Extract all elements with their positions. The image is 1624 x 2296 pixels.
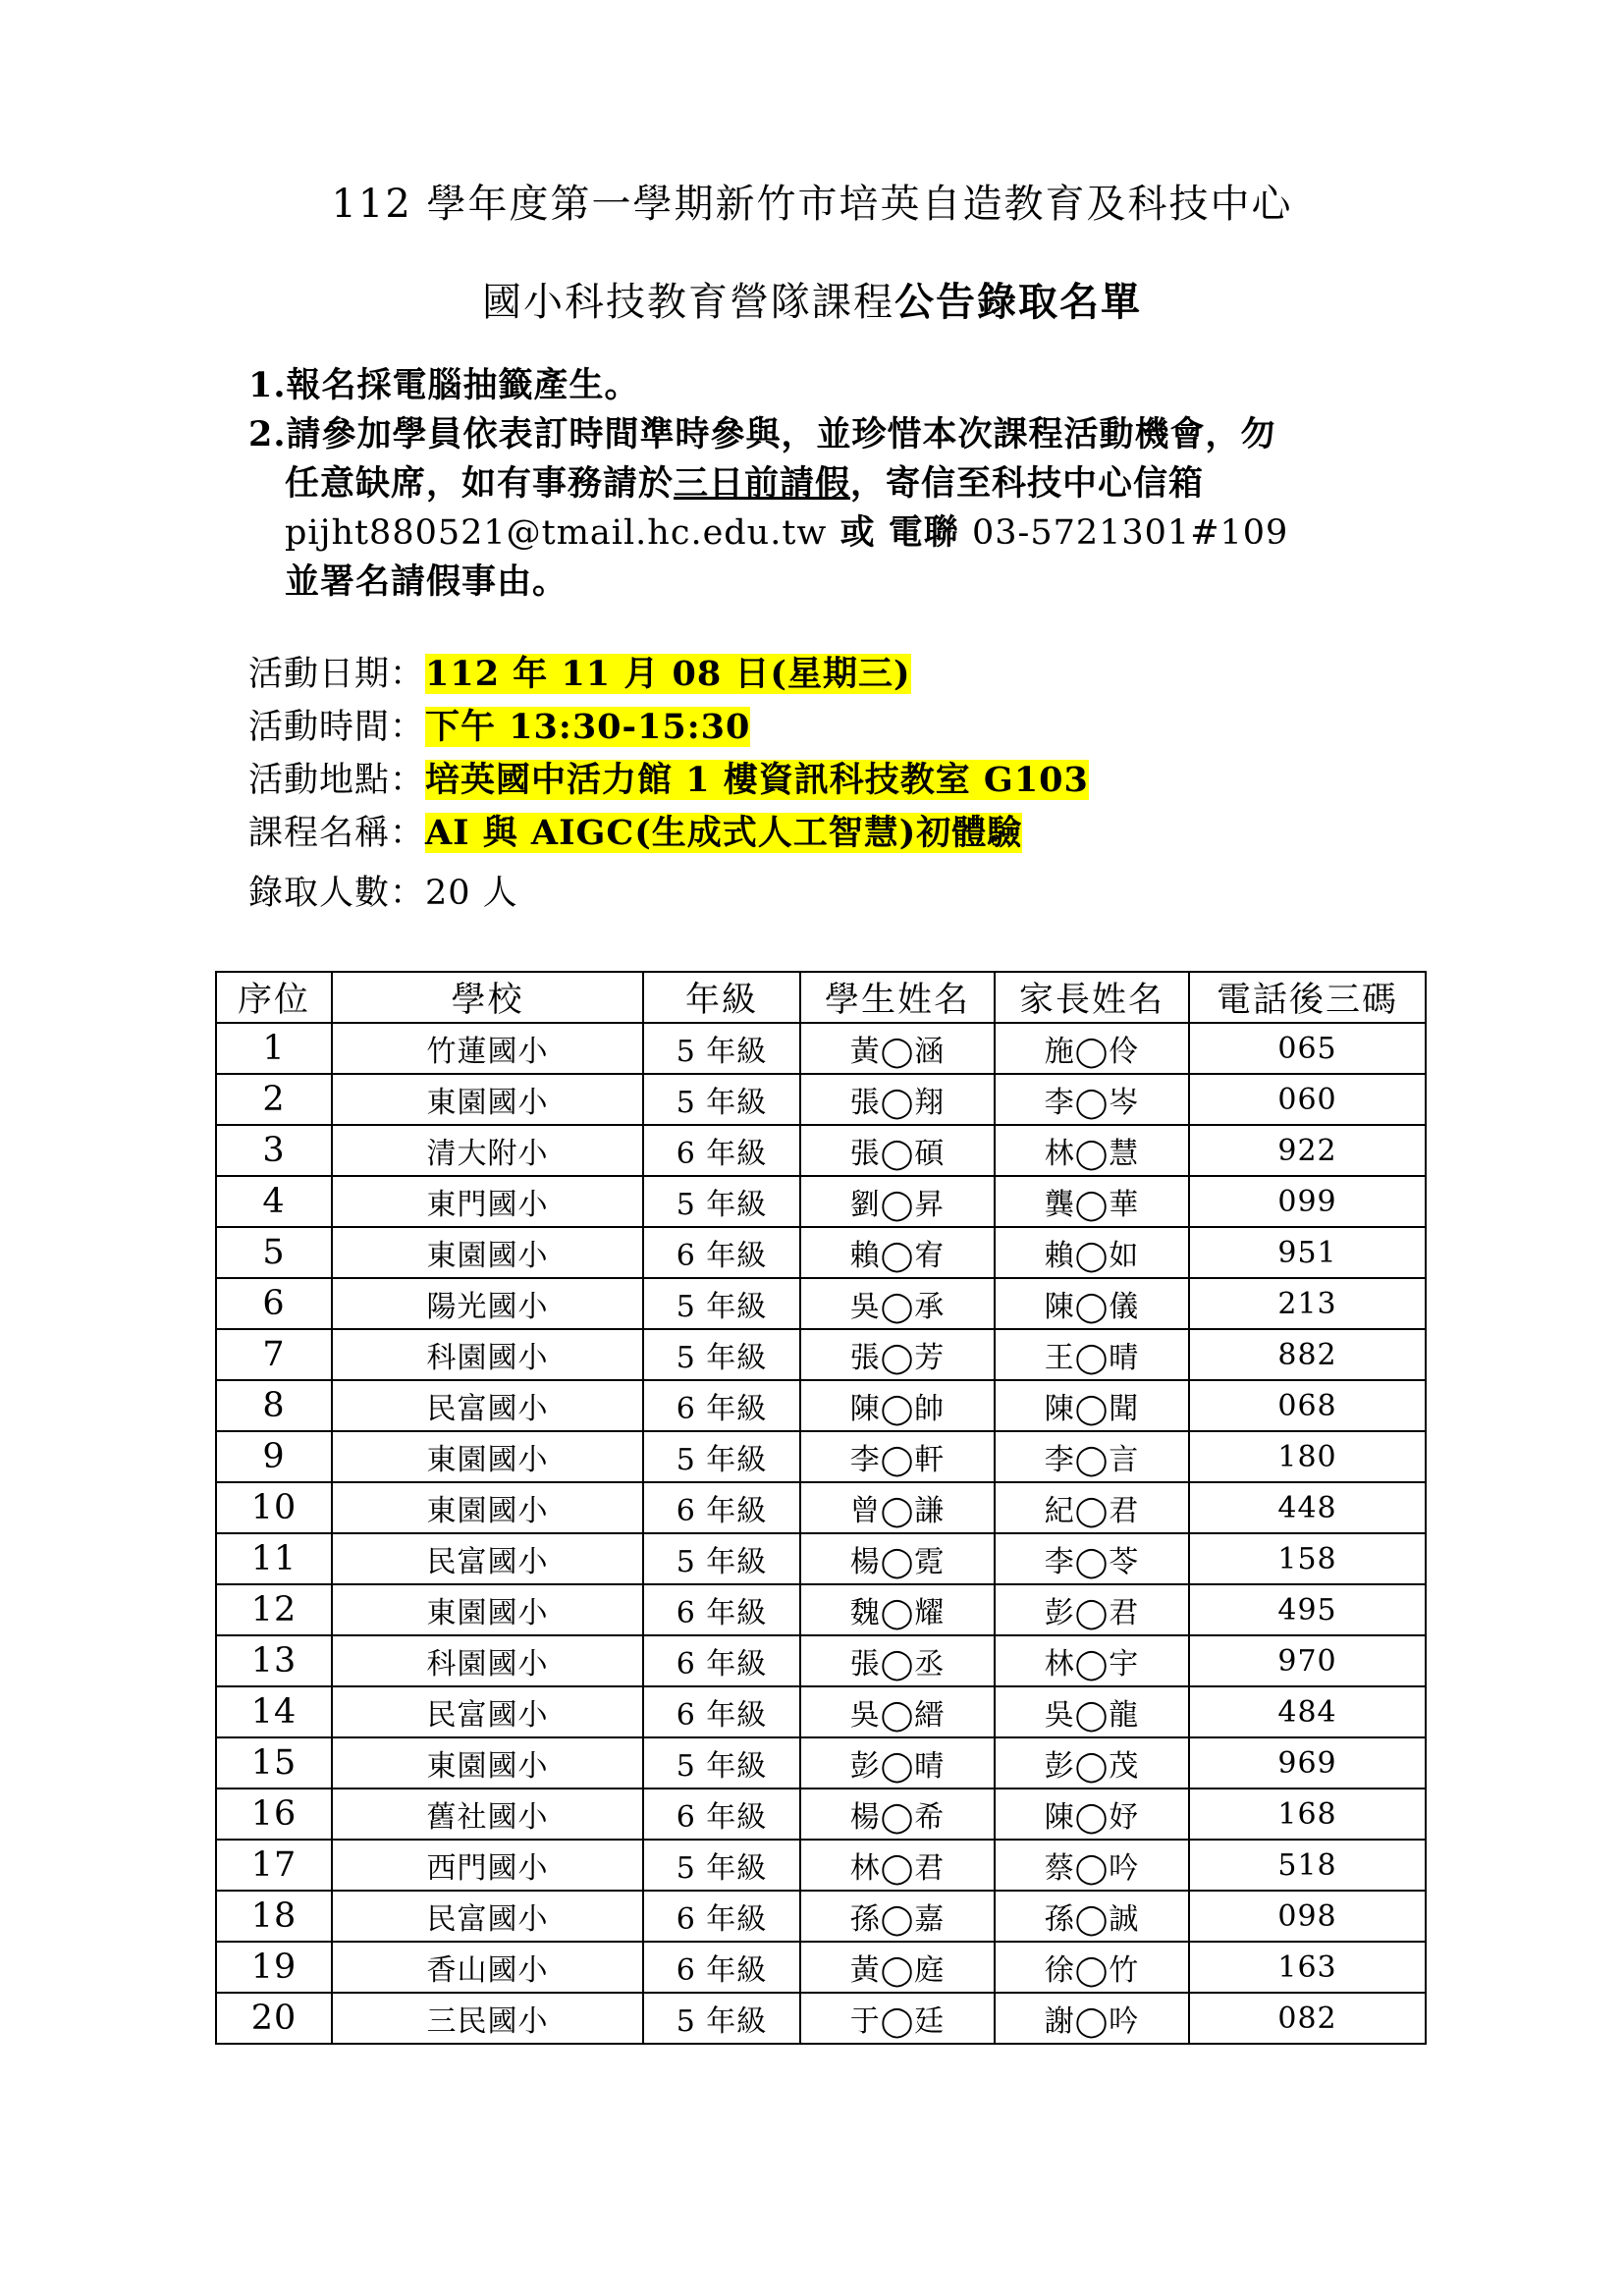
cell-school: 科園國小 [332, 1635, 643, 1686]
table-row [216, 1278, 1426, 1329]
cell-grade: 5 年級 [643, 1993, 800, 2044]
activity-date-value: 112 年 11 月 08 日(星期三) [425, 654, 911, 694]
cell-rank: 3 [216, 1125, 332, 1176]
cell-parent-name: 徐◯竹 [995, 1942, 1189, 1993]
cell-student-name: 曾◯謙 [800, 1482, 995, 1533]
cell-school: 清大附小 [332, 1125, 643, 1176]
cell-student-name: 彭◯晴 [800, 1737, 995, 1789]
table-row [216, 1023, 1426, 1074]
cell-parent-name: 吳◯龍 [995, 1686, 1189, 1737]
cell-rank: 15 [216, 1737, 332, 1789]
course-name-value: AI 與 AIGC(生成式人工智慧)初體驗 [425, 813, 1023, 853]
table-header-row [216, 972, 1426, 1023]
cell-school: 東園國小 [332, 1584, 643, 1635]
cell-school: 三民國小 [332, 1993, 643, 2044]
table-row [216, 1380, 1426, 1431]
cell-student-name: 陳◯帥 [800, 1380, 995, 1431]
cell-parent-name: 施◯伶 [995, 1023, 1189, 1074]
cell-parent-name: 孫◯誠 [995, 1891, 1189, 1942]
cell-rank: 8 [216, 1380, 332, 1431]
table-body [216, 1023, 1426, 2044]
notice-item-1: 1.報名採電腦抽籤產生。 [248, 365, 640, 405]
cell-rank: 18 [216, 1891, 332, 1942]
cell-grade: 5 年級 [643, 1176, 800, 1227]
cell-rank: 13 [216, 1635, 332, 1686]
cell-grade: 6 年級 [643, 1125, 800, 1176]
cell-grade: 6 年級 [643, 1635, 800, 1686]
admission-quota: 錄取人數：20 人 [248, 874, 518, 913]
cell-parent-name: 陳◯儀 [995, 1278, 1189, 1329]
cell-parent-name: 陳◯妤 [995, 1789, 1189, 1840]
cell-student-name: 劉◯昇 [800, 1176, 995, 1227]
cell-parent-name: 謝◯吟 [995, 1993, 1189, 2044]
table-row [216, 1482, 1426, 1533]
table-row [216, 1176, 1426, 1227]
cell-parent-name: 蔡◯吟 [995, 1840, 1189, 1891]
cell-student-name: 李◯軒 [800, 1431, 995, 1482]
contact-email: pijht880521@tmail.hc.edu.tw [285, 513, 828, 553]
cell-student-name: 林◯君 [800, 1840, 995, 1891]
cell-parent-name: 紀◯君 [995, 1482, 1189, 1533]
table-row [216, 1329, 1426, 1380]
cell-grade: 6 年級 [643, 1584, 800, 1635]
cell-student-name: 張◯碩 [800, 1125, 995, 1176]
header-school: 學校 [332, 972, 643, 1023]
cell-parent-name: 彭◯茂 [995, 1737, 1189, 1789]
subtitle-normal-part: 國小科技教育營隊課程 [482, 280, 894, 325]
cell-phone-last3: 922 [1189, 1125, 1426, 1176]
cell-school: 東門國小 [332, 1176, 643, 1227]
document-title: 112 學年度第一學期新竹市培英自造教育及科技中心 [331, 182, 1293, 227]
cell-rank: 2 [216, 1074, 332, 1125]
cell-grade: 6 年級 [643, 1942, 800, 1993]
notice-deadline-underlined: 三日前請假 [674, 463, 851, 504]
table-row [216, 1227, 1426, 1278]
cell-school: 竹蓮國小 [332, 1023, 643, 1074]
cell-student-name: 孫◯嘉 [800, 1891, 995, 1942]
course-name-row [248, 807, 1089, 860]
cell-phone-last3: 484 [1189, 1686, 1426, 1737]
cell-rank: 17 [216, 1840, 332, 1891]
activity-place-value: 培英國中活力館 1 樓資訊科技教室 G103 [425, 760, 1089, 800]
cell-phone-last3: 099 [1189, 1176, 1426, 1227]
notice-text: ，寄信至科技中心信箱 [850, 463, 1205, 504]
table-row [216, 1840, 1426, 1891]
cell-phone-last3: 180 [1189, 1431, 1426, 1482]
cell-rank: 10 [216, 1482, 332, 1533]
cell-phone-last3: 518 [1189, 1840, 1426, 1891]
cell-student-name: 張◯丞 [800, 1635, 995, 1686]
cell-grade: 5 年級 [643, 1737, 800, 1789]
course-name-label: 課程名稱： [248, 814, 426, 853]
cell-grade: 5 年級 [643, 1278, 800, 1329]
table-row [216, 1737, 1426, 1789]
cell-phone-last3: 163 [1189, 1942, 1426, 1993]
table-row [216, 1074, 1426, 1125]
cell-grade: 5 年級 [643, 1329, 800, 1380]
activity-date-row [248, 648, 1089, 701]
cell-student-name: 吳◯縉 [800, 1686, 995, 1737]
table-row [216, 1533, 1426, 1584]
cell-parent-name: 李◯岑 [995, 1074, 1189, 1125]
cell-grade: 5 年級 [643, 1074, 800, 1125]
cell-rank: 19 [216, 1942, 332, 1993]
cell-student-name: 張◯翔 [800, 1074, 995, 1125]
cell-phone-last3: 082 [1189, 1993, 1426, 2044]
activity-time-value: 下午 13:30-15:30 [425, 707, 751, 747]
table-row [216, 1635, 1426, 1686]
contact-phone: 03-5721301#109 [971, 513, 1289, 553]
table-row [216, 1125, 1426, 1176]
cell-school: 東園國小 [332, 1482, 643, 1533]
cell-phone-last3: 448 [1189, 1482, 1426, 1533]
table-row [216, 1942, 1426, 1993]
activity-place-label: 活動地點： [248, 761, 426, 800]
cell-grade: 5 年級 [643, 1023, 800, 1074]
cell-grade: 6 年級 [643, 1891, 800, 1942]
cell-student-name: 楊◯希 [800, 1789, 995, 1840]
cell-phone-last3: 060 [1189, 1074, 1426, 1125]
cell-rank: 20 [216, 1993, 332, 2044]
cell-school: 民富國小 [332, 1891, 643, 1942]
table-row [216, 1993, 1426, 2044]
cell-grade: 6 年級 [643, 1227, 800, 1278]
activity-date-label: 活動日期： [248, 655, 426, 694]
cell-grade: 6 年級 [643, 1380, 800, 1431]
cell-school: 陽光國小 [332, 1278, 643, 1329]
header-grade: 年級 [643, 972, 800, 1023]
cell-phone-last3: 882 [1189, 1329, 1426, 1380]
cell-phone-last3: 951 [1189, 1227, 1426, 1278]
cell-grade: 5 年級 [643, 1533, 800, 1584]
cell-rank: 16 [216, 1789, 332, 1840]
cell-student-name: 張◯芳 [800, 1329, 995, 1380]
cell-rank: 4 [216, 1176, 332, 1227]
cell-grade: 6 年級 [643, 1789, 800, 1840]
cell-student-name: 魏◯耀 [800, 1584, 995, 1635]
cell-parent-name: 李◯言 [995, 1431, 1189, 1482]
header-rank: 序位 [216, 972, 332, 1023]
notice-list [248, 361, 1427, 607]
header-parent-name: 家長姓名 [995, 972, 1189, 1023]
notice-item-2-line-4: 並署名請假事由。 [285, 561, 568, 602]
cell-parent-name: 李◯苓 [995, 1533, 1189, 1584]
cell-student-name: 楊◯霓 [800, 1533, 995, 1584]
table-row [216, 1789, 1426, 1840]
cell-phone-last3: 158 [1189, 1533, 1426, 1584]
cell-rank: 9 [216, 1431, 332, 1482]
cell-parent-name: 賴◯如 [995, 1227, 1189, 1278]
table-row [216, 1431, 1426, 1482]
cell-rank: 5 [216, 1227, 332, 1278]
cell-phone-last3: 213 [1189, 1278, 1426, 1329]
cell-rank: 6 [216, 1278, 332, 1329]
cell-grade: 6 年級 [643, 1482, 800, 1533]
cell-phone-last3: 970 [1189, 1635, 1426, 1686]
notice-item-2-line-3 [248, 508, 1427, 558]
cell-rank: 12 [216, 1584, 332, 1635]
cell-parent-name: 陳◯聞 [995, 1380, 1189, 1431]
table-row [216, 1584, 1426, 1635]
cell-student-name: 賴◯宥 [800, 1227, 995, 1278]
document-subtitle [0, 278, 1624, 327]
cell-parent-name: 林◯慧 [995, 1125, 1189, 1176]
cell-student-name: 黃◯庭 [800, 1942, 995, 1993]
cell-rank: 14 [216, 1686, 332, 1737]
cell-phone-last3: 495 [1189, 1584, 1426, 1635]
activity-place-row [248, 754, 1089, 807]
cell-phone-last3: 068 [1189, 1380, 1426, 1431]
cell-school: 東園國小 [332, 1074, 643, 1125]
notice-item-2-line-2 [248, 459, 1427, 508]
activity-time-label: 活動時間： [248, 708, 426, 747]
cell-phone-last3: 098 [1189, 1891, 1426, 1942]
cell-grade: 5 年級 [643, 1840, 800, 1891]
notice-item-2-line-1: 2.請參加學員依表訂時間準時參與，並珍惜本次課程活動機會，勿 [248, 414, 1276, 454]
header-student-name: 學生姓名 [800, 972, 995, 1023]
cell-rank: 7 [216, 1329, 332, 1380]
cell-school: 香山國小 [332, 1942, 643, 1993]
contact-separator: 或 電聯 [827, 512, 972, 553]
cell-rank: 1 [216, 1023, 332, 1074]
cell-school: 東園國小 [332, 1431, 643, 1482]
cell-school: 民富國小 [332, 1533, 643, 1584]
cell-school: 東園國小 [332, 1737, 643, 1789]
cell-school: 西門國小 [332, 1840, 643, 1891]
header-phone-last3: 電話後三碼 [1189, 972, 1426, 1023]
cell-school: 民富國小 [332, 1380, 643, 1431]
cell-phone-last3: 969 [1189, 1737, 1426, 1789]
cell-school: 科園國小 [332, 1329, 643, 1380]
cell-school: 東園國小 [332, 1227, 643, 1278]
cell-grade: 5 年級 [643, 1431, 800, 1482]
cell-parent-name: 王◯晴 [995, 1329, 1189, 1380]
admission-roster-table [215, 971, 1427, 2045]
cell-parent-name: 林◯宇 [995, 1635, 1189, 1686]
cell-school: 民富國小 [332, 1686, 643, 1737]
subtitle-bold-part: 公告錄取名單 [894, 279, 1142, 325]
cell-parent-name: 彭◯君 [995, 1584, 1189, 1635]
cell-school: 舊社國小 [332, 1789, 643, 1840]
cell-phone-last3: 168 [1189, 1789, 1426, 1840]
cell-student-name: 于◯廷 [800, 1993, 995, 2044]
cell-phone-last3: 065 [1189, 1023, 1426, 1074]
activity-time-row [248, 701, 1089, 754]
cell-student-name: 黃◯涵 [800, 1023, 995, 1074]
cell-student-name: 吳◯承 [800, 1278, 995, 1329]
cell-parent-name: 龔◯華 [995, 1176, 1189, 1227]
cell-grade: 6 年級 [643, 1686, 800, 1737]
activity-info [248, 648, 1089, 860]
table-row [216, 1686, 1426, 1737]
cell-rank: 11 [216, 1533, 332, 1584]
table-row [216, 1891, 1426, 1942]
notice-text: 任意缺席，如有事務請於 [285, 463, 675, 504]
